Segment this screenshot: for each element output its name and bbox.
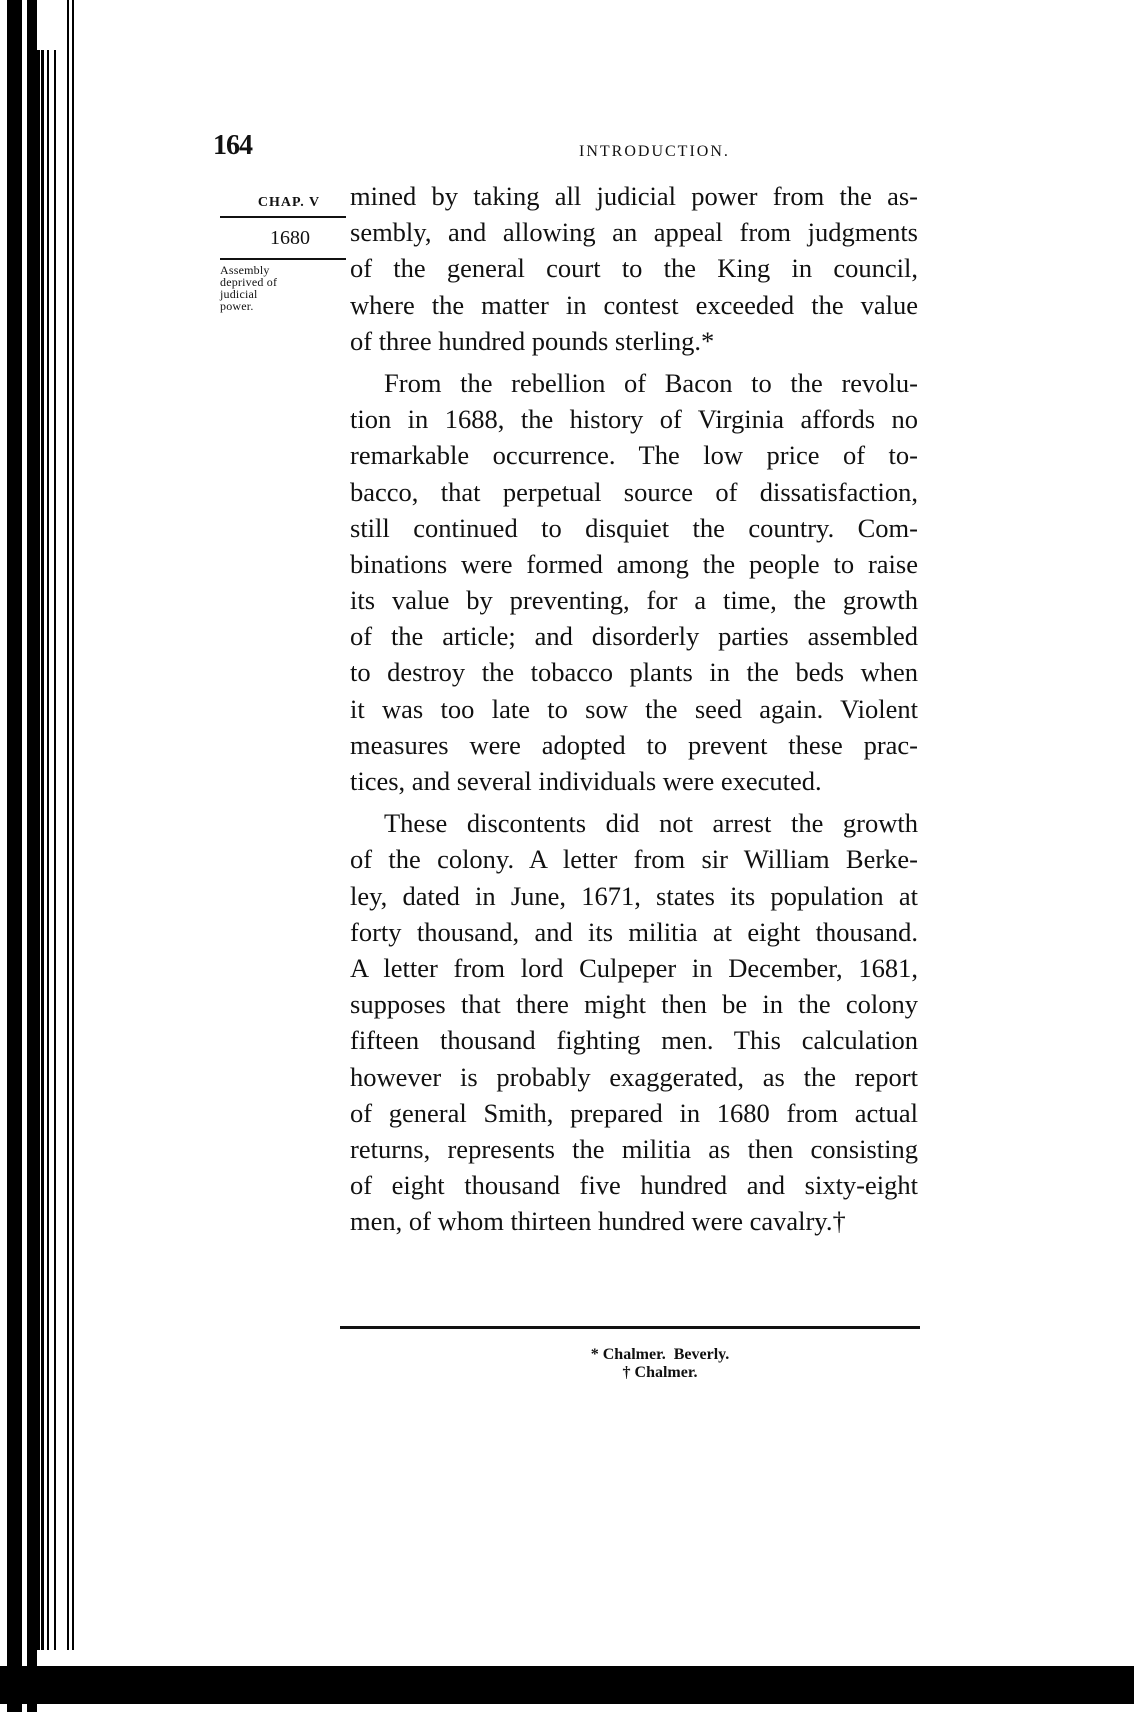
scan-gutter-shadow [0, 0, 80, 1712]
chapter-label: CHAP. V [257, 195, 321, 210]
footnote-rule [340, 1326, 920, 1329]
text-line: of the article; and disorderly parties assembled [350, 621, 918, 652]
gutter-bar [27, 0, 37, 1712]
text-line: mined by taking all judicial power from the as- [350, 181, 918, 211]
gutter-bar [67, 0, 69, 1650]
side-note-line: deprived of [220, 275, 278, 289]
paragraph [350, 178, 918, 359]
gutter-bar [54, 50, 56, 1650]
text-line: of eight thousand five hundred and sixty-eight [350, 1170, 918, 1201]
text-line: it was too late to sow the seed again. Violent [350, 693, 918, 724]
text-line: A letter from lord Culpeper in December, 1681, [350, 952, 918, 983]
text-line: returns, represents the militia as then consisting [350, 1133, 918, 1164]
text-line: forty thousand, and its militia at eight thousand. [350, 916, 918, 947]
gutter-bar [47, 50, 49, 1650]
margin-rule [220, 258, 346, 260]
text-line: to destroy the tobacco plants in the beds when [350, 657, 918, 688]
footnote: † Chalmer. [622, 1364, 698, 1381]
scan-bottom-edge [0, 1666, 1134, 1704]
paragraph [350, 805, 918, 1239]
gutter-bar [72, 0, 74, 1650]
text-line: however is probably exaggerated, as the report [350, 1061, 918, 1092]
text-line: tices, and several individuals were executed. [350, 766, 822, 796]
text-line: These discontents did not arrest the growth [384, 808, 918, 839]
text-line: still continued to disquiet the country. Com- [350, 512, 918, 543]
text-line: tion in 1688, the history of Virginia affords no [350, 404, 918, 435]
text-line: men, of whom thirteen hundred were cavalry.† [350, 1206, 846, 1237]
gutter-bar [41, 50, 44, 1650]
text-line: From the rebellion of Bacon to the revolu- [384, 367, 918, 398]
text-line: supposes that there might then be in the colony [350, 989, 918, 1020]
footnote: * Chalmer. Beverly. [590, 1346, 730, 1363]
text-line: of the general court to the King in council, [350, 253, 918, 284]
text-line: fifteen thousand fighting men. This calculation [350, 1025, 918, 1056]
text-line: of three hundred pounds sterling.* [350, 325, 715, 356]
side-note-line: judicial [220, 287, 258, 301]
running-head [213, 130, 1013, 170]
text-line: of general Smith, prepared in 1680 from actual [350, 1097, 918, 1128]
page-number: 164 [213, 130, 252, 161]
text-line: where the matter in contest exceeded the value [350, 289, 918, 320]
gutter-bar [37, 50, 40, 1650]
side-note-line: Assembly [220, 263, 270, 277]
text-line: of the colony. A letter from sir William Berke- [350, 844, 918, 875]
side-note-line: power. [220, 299, 254, 313]
running-title: INTRODUCTION. [579, 143, 730, 160]
text-line: binations were formed among the people to raise [350, 548, 918, 579]
text-line: its value by preventing, for a time, the growth [350, 585, 918, 616]
paragraph [350, 365, 918, 799]
text-line: remarkable occurrence. The low price of to- [350, 440, 918, 471]
text-line: ley, dated in June, 1671, states its population at [350, 880, 918, 911]
text-line: bacco, that perpetual source of dissatisfaction, [350, 476, 918, 507]
margin-notes [220, 190, 346, 312]
side-note [220, 264, 346, 312]
body-text [350, 178, 918, 1239]
text-line: measures were adopted to prevent these prac- [350, 729, 918, 760]
footnotes [340, 1346, 920, 1382]
gutter-bar [7, 0, 22, 1712]
margin-year: 1680 [270, 227, 310, 249]
text-line: sembly, and allowing an appeal from judgments [350, 217, 918, 248]
